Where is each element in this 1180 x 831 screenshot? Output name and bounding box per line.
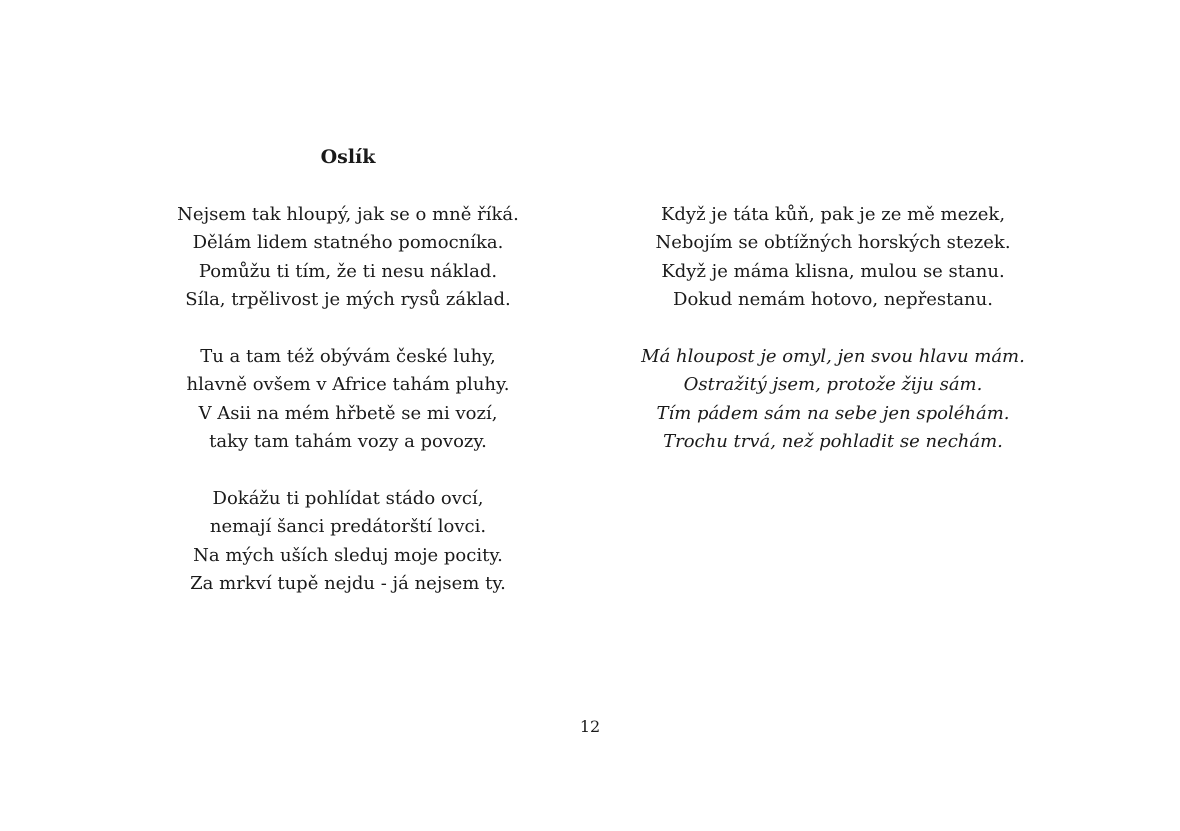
poem-line: Když je máma klisna, mulou se stanu. <box>661 260 1005 282</box>
stanza <box>128 343 568 457</box>
poem-line: Ostražitý jsem, protože žiju sám. <box>683 374 983 396</box>
poem-line: Když je táta kůň, pak je ze mě mezek, <box>660 204 1006 225</box>
poem-line: hlavně ovšem v Africe tahám pluhy. <box>186 374 510 396</box>
stanza <box>613 201 1053 315</box>
stanza <box>128 201 568 315</box>
poem-line: Tím pádem sám na sebe jen spoléhám. <box>656 402 1010 424</box>
poem-line: Tu a tam též obývám české luhy, <box>200 346 496 368</box>
poem-line: V Asii na mém hřbetě se mi vozí, <box>198 402 498 424</box>
stanza <box>128 485 568 599</box>
poem-line: Nebojím se obtížných horských stezek. <box>655 232 1011 254</box>
poem-line: Za mrkví tupě nejdu - já nejsem ty. <box>190 573 506 595</box>
poem-line: Trochu trvá, než pohladit se nechám. <box>663 431 1003 453</box>
stanza-italic <box>613 343 1053 457</box>
poem-line: Dokud nemám hotovo, nepřestanu. <box>673 289 993 311</box>
right-column <box>613 201 1053 457</box>
poem-title: Oslík <box>320 146 376 168</box>
poem-line: Dělám lidem statného pomocníka. <box>192 232 504 254</box>
poem-line: Má hloupost je omyl, jen svou hlavu mám. <box>641 346 1025 368</box>
poem-line: nemají šanci predátorští lovci. <box>209 516 487 538</box>
poem-line: Pomůžu ti tím, že ti nesu náklad. <box>198 260 498 282</box>
poem-line: taky tam tahám vozy a povozy. <box>209 431 487 453</box>
poem-line: Na mých uších sleduj moje pocity. <box>193 544 503 566</box>
page-number: 12 <box>579 717 601 736</box>
poem-line: Nejsem tak hloupý, jak se o mně říká. <box>177 204 519 225</box>
left-column <box>128 201 568 599</box>
poem-line: Síla, trpělivost je mých rysů základ. <box>185 289 511 311</box>
poem-line: Dokážu ti pohlídat stádo ovcí, <box>212 488 484 510</box>
